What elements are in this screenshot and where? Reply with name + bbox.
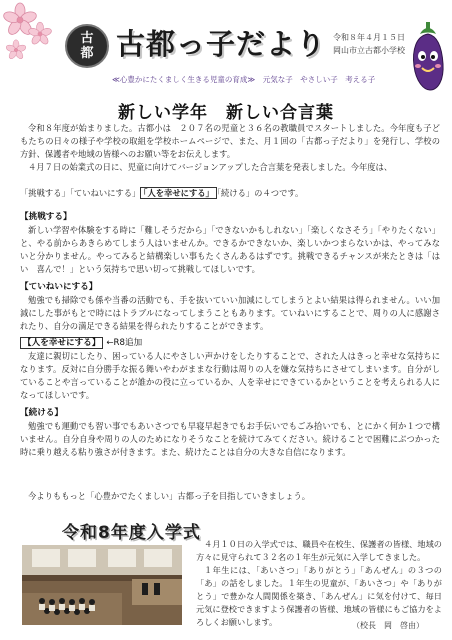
ceremony-text (196, 538, 442, 629)
seal-top-char: 古 (80, 31, 94, 46)
newsletter-title: 古都っ子だより (116, 27, 327, 61)
issue-date: 令和８年４月１５日 (333, 33, 405, 42)
keyword-boxed: 「人を幸せにする」 (140, 187, 217, 199)
section-text-continue: 勉強でも運動でも習い事でもあいさつでも早寝早起きでもお手伝いでもごみ拾いでも、とにかく何か１つで構いません。自分自身や周りの人のためになりそうなことを続けてみてください。続けることで困難にぶつかった時に乗り越える粘り強さが付きます。また、続けたことは自分の大きな自信になります。 (20, 421, 440, 457)
principal-signature: （校長 岡 啓由） (352, 621, 424, 630)
keywords-line (20, 187, 440, 200)
section-label-careful: 【ていねいにする】 (20, 282, 98, 292)
happiness-label: 【人を幸せにする】 (20, 337, 103, 349)
section-text-challenge: 新しい学習や体験をする時に「難しそうだから」「できないかもしれない」「楽しくなさそう」「やりたくない」と、やる前からあきらめてしまう人はいませんか。できるかできないか、楽しいかつまらないかは、やってみないと分かりません。やってみると結構楽しい事もたくさんあるはずです。挑戦できるチャンスが来たときは「はい 喜んで！」という気持ちで思い切って挑戦してほしいです。 (20, 225, 440, 274)
closing-line: 今よりももっと「心豊かでたくましい」古都っ子を目指していきましょう。 (28, 491, 311, 501)
keywords-post: 「続ける」の４つです。 (216, 188, 304, 198)
school-name: 岡山市立古都小学校 (333, 46, 405, 55)
seal-bottom-char: 都 (80, 46, 94, 61)
happiness-label-suffix: ←R8追加 (106, 338, 143, 348)
section-label-challenge: 【挑戦する】 (20, 212, 72, 222)
section-label-happiness (20, 336, 142, 348)
section-text-careful: 勉強でも掃除でも係や当番の活動でも、手を抜いていい加減にしてしまうとよい結果は得られません。いい加減にした事がもとで時にはトラブルになってしまうこともあります。ていねいにすることで、周りの人に感謝されたり、自分の満足できる結果を得られたりすることができます。 (20, 295, 440, 331)
eggplant-mascot-icon (408, 20, 448, 92)
school-motto: ≪心豊かにたくましく生きる児童の育成≫ 元気な子 やさしい子 考える子 (112, 75, 376, 84)
intro-line-2: ４月７日の始業式の日に、児童に向けてバージョンアップした合言葉を発表しました。今年度は、 (28, 162, 393, 172)
school-seal-logo (65, 24, 109, 68)
intro-line-1: 令和８年度が始まりました。古都小は ２０７名の児童と３６名の教職員でスタートしました。今年度も子どもたちの日々の様子や学校の取組を学校ホームページで、また、月１回の「古都っ子だより」を発行し、学校の方針、保護者や地域の皆様へのお願い等をお伝えします。 (20, 123, 440, 159)
intro-paragraph (20, 122, 440, 174)
section-label-continue: 【続ける】 (20, 408, 63, 418)
ceremony-paragraph-1: ４月１０日の入学式では、職員や在校生、保護者の皆様、地域の方々に見守られて３２名の１年生が元気に入学してきました。 (196, 539, 442, 562)
ceremony-paragraph-2: １年生には、「あいさつ」「ありがとう」「あんぜん」の３つの「あ」の話をしました。１年生の児童が、「あいさつ」や「ありがとう」で豊かな人間関係を築き、「あんぜん」に気を付けて、毎日元気に登校できますよう保護者の皆様、地域の皆様にもご協力をよろしくお願いします。 (196, 565, 442, 627)
cherry-blossom-icon (2, 2, 54, 66)
article-heading: 新しい学年 新しい合言葉 (118, 103, 334, 123)
section-text-happiness: 友達に親切にしたり、困っている人にやさしい声かけをしたりすることで、された人はきっと幸せな気持ちになります。反対に自分勝手な振る舞いやわがままな行動は周りの人を嫌な気持ちにさせてしまいます。自分がしていることや言っていることが誰かの役に立っているか、人を幸せにできているかということを考えられる人になってほしいです。 (20, 351, 440, 400)
ceremony-heading: 令和8年度入学式 (62, 523, 201, 543)
entrance-ceremony-photo (22, 545, 182, 625)
newsletter-header (0, 0, 452, 92)
keywords-pre: 「挑戦する」「ていねいにする」 (20, 188, 141, 198)
